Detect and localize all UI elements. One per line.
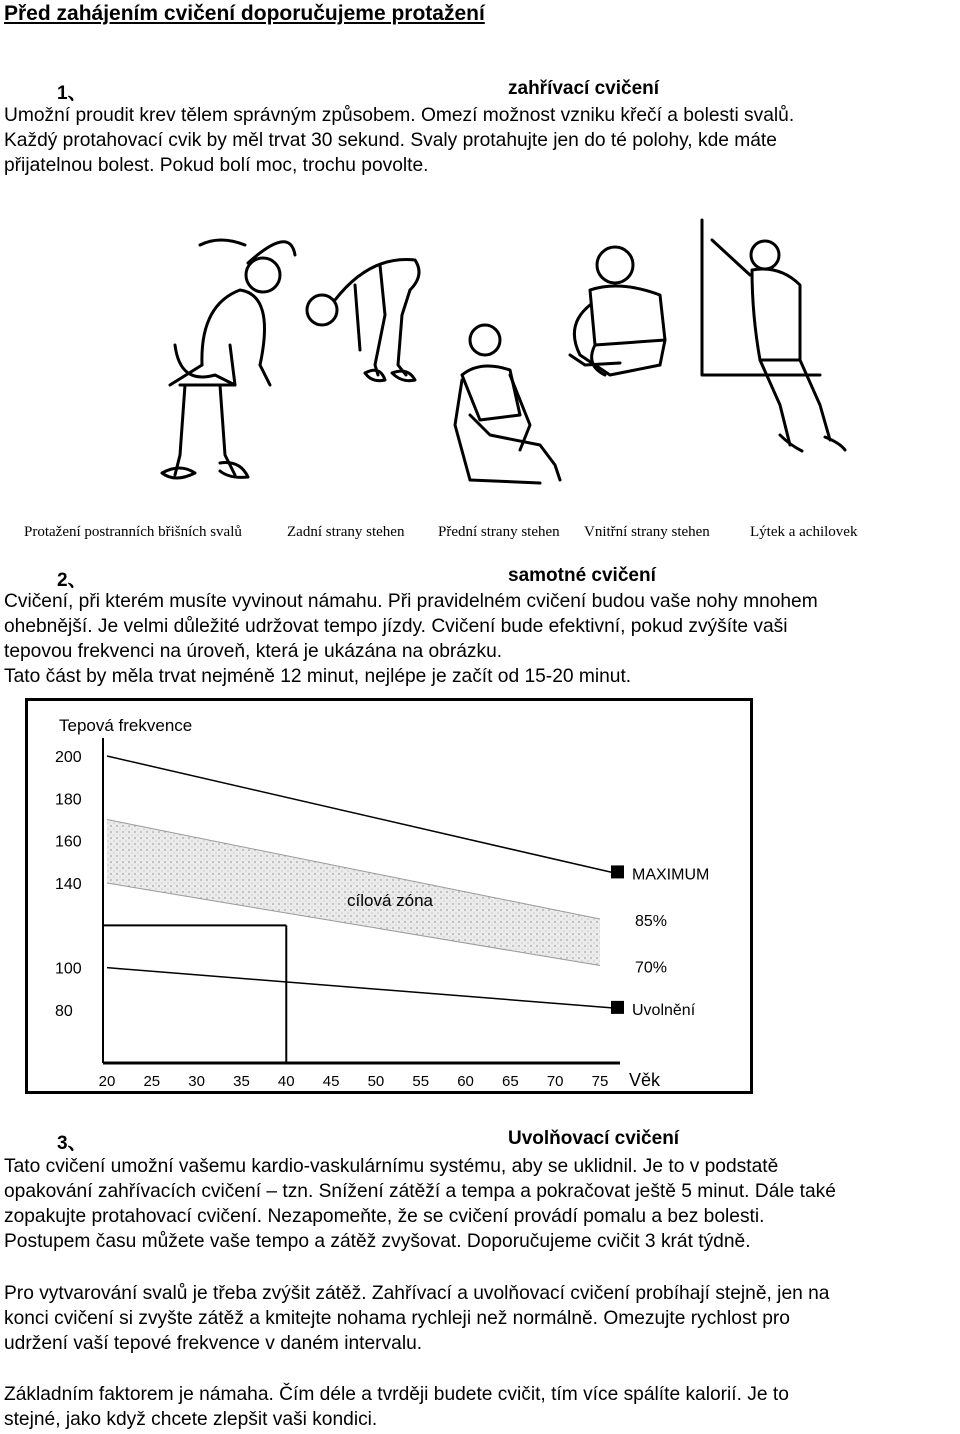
zone-label: cílová zóna: [347, 891, 433, 910]
series-marker-1: [611, 865, 624, 878]
section1-line: Každý protahovací cvik by měl trvat 30 sekund. Svaly protahujte jen do té polohy, kde máte: [4, 130, 777, 151]
section3-line: Tato cvičení umožní vašemu kardio-vaskulárnímu systému, aby se uklidnil. Je to v podstatě: [4, 1156, 779, 1177]
figure-kneeling: [455, 325, 560, 483]
section3-line: opakování zahřívacích cvičení – tzn. Snížení zátěží a tempa a pokračovat ještě 5 minut. Dále také: [4, 1181, 836, 1202]
caption-hamstrings: Zadní strany stehen: [287, 524, 405, 540]
x-tick-label: 30: [188, 1073, 205, 1090]
x-tick-label: 25: [143, 1073, 161, 1090]
stretching-illustrations: [140, 215, 860, 515]
section1-title: zahřívací cvičení: [508, 78, 660, 99]
page-title: Před zahájením cvičení doporučujeme protažení: [4, 2, 485, 25]
x-tick-label: 75: [591, 1073, 609, 1090]
caption-inner-thighs: Vnitřní strany stehen: [584, 524, 710, 540]
y-tick-label: 80: [55, 1003, 73, 1020]
x-tick-label: 65: [502, 1073, 519, 1090]
figure-forward-bend: [307, 260, 419, 381]
x-axis-label: Věk: [629, 1070, 661, 1090]
section2-line: Tato část by měla trvat nejméně 12 minut, nejlépe je začít od 15-20 minut.: [4, 666, 632, 687]
paragraph-4-line: Pro vytvarování svalů je třeba zvýšit zátěž. Zahřívací a uvolňovací cvičení probíhají stejně, jen na: [4, 1283, 830, 1304]
series-label-2: 85%: [635, 912, 668, 930]
x-tick-label: 50: [367, 1073, 385, 1090]
y-axis-label: Tepová frekvence: [59, 716, 193, 735]
series-label-4: Uvolnění: [632, 1001, 696, 1019]
paragraph-4-line: udržení vaší tepové frekvence v daném intervalu.: [4, 1333, 423, 1354]
caption-quadriceps: Přední strany stehen: [438, 524, 560, 540]
section2-line: ohebnější. Je velmi důležité udržovat tempo jízdy. Cvičení bude efektivní, pokud zvýšíte vaši: [4, 616, 788, 637]
section1-line: Umožní proudit krev tělem správným způsobem. Omezí možnost vzniku křečí a bolesti svalů.: [4, 105, 795, 126]
section3-line: Postupem času můžete vaše tempo a zátěž zvyšovat. Doporučujeme cvičit 3 krát týdně.: [4, 1231, 751, 1252]
x-tick-label: 35: [233, 1073, 250, 1090]
section1-number: 1、: [57, 83, 87, 104]
caption-side-stretch: Protažení postranních břišních svalů: [24, 524, 242, 540]
y-tick-label: 100: [55, 960, 82, 978]
y-tick-label: 180: [55, 791, 82, 809]
section2-number: 2、: [57, 570, 87, 591]
x-tick-label: 45: [322, 1073, 340, 1090]
section3-line: zopakujte protahovací cvičení. Nezapomeňte, že se cvičení provádí pomalu a bez bolesti.: [4, 1206, 765, 1227]
section3-title: Uvolňovací cvičení: [508, 1128, 680, 1149]
section3-number: 3、: [57, 1133, 87, 1154]
y-tick-label: 200: [55, 749, 82, 766]
x-tick-label: 55: [412, 1073, 430, 1090]
x-tick-label: 60: [457, 1073, 474, 1090]
paragraph-5-line: stejné, jako když chcete zlepšit vaši kondici.: [4, 1409, 378, 1430]
x-tick-label: 20: [98, 1073, 116, 1090]
caption-calves: Lýtek a achilovek: [750, 524, 858, 540]
section2-title: samotné cvičení: [508, 565, 656, 586]
heart-rate-chart: [25, 698, 753, 1094]
series-marker-4: [611, 1001, 624, 1014]
section2-line: tepovou frekvenci na úroveň, která je ukázána na obrázku.: [4, 641, 503, 662]
figure-calf-stretch: [702, 220, 845, 451]
series-label-3: 70%: [635, 959, 668, 977]
x-tick-label: 70: [546, 1073, 564, 1090]
figure-side-stretch: [162, 240, 295, 478]
figure-captions: [24, 524, 924, 544]
paragraph-4-line: konci cvičení si zvyšte zátěž a kmitejte nohama rychleji než normálně. Omezujte rychlost pro: [4, 1308, 790, 1329]
section1-line: přijatelnou bolest. Pokud bolí moc, trochu povolte.: [4, 155, 429, 176]
y-tick-label: 140: [55, 876, 82, 893]
figure-sitting: [570, 247, 665, 375]
paragraph-5-line: Základním faktorem je námaha. Čím déle a tvrději budete cvičit, tím více spálíte kalorií. Je to: [4, 1384, 789, 1405]
section2-line: Cvičení, při kterém musíte vyvinout námahu. Při pravidelném cvičení budou vaše nohy mnohem: [4, 591, 818, 612]
series-label-1: MAXIMUM: [632, 866, 710, 884]
x-tick-label: 40: [277, 1073, 295, 1090]
y-tick-label: 160: [55, 833, 82, 851]
